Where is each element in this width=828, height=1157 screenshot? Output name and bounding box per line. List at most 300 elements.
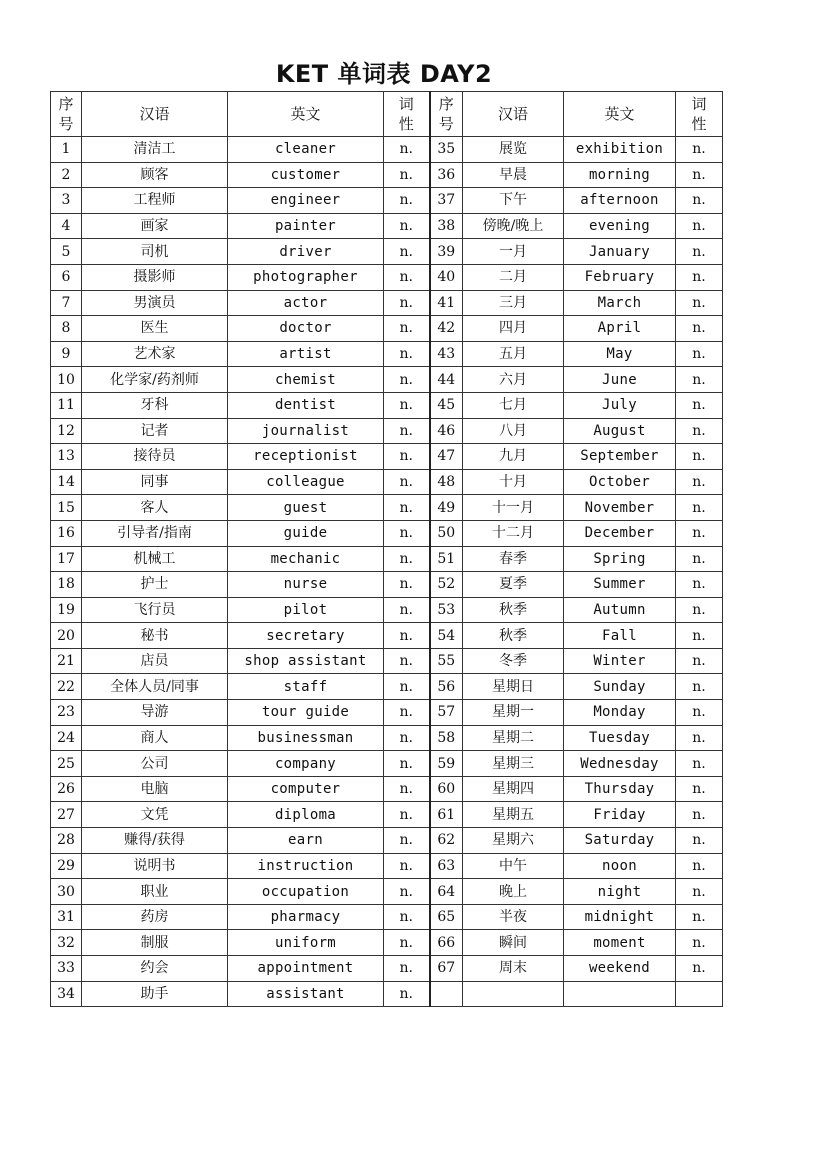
word-chinese: 二月 <box>463 264 564 290</box>
word-english: pharmacy <box>228 904 384 930</box>
word-chinese: 全体人员/同事 <box>82 674 228 700</box>
header-pos-right: 词 性 <box>676 92 723 137</box>
word-chinese: 摄影师 <box>82 264 228 290</box>
word-chinese <box>463 981 564 1007</box>
word-index: 5 <box>51 239 82 265</box>
word-english: Sunday <box>564 674 676 700</box>
word-english <box>564 981 676 1007</box>
word-pos: n. <box>384 597 430 623</box>
word-chinese: 五月 <box>463 341 564 367</box>
word-english: occupation <box>228 879 384 905</box>
word-index: 32 <box>51 930 82 956</box>
word-english: May <box>564 341 676 367</box>
word-chinese: 引导者/指南 <box>82 520 228 546</box>
word-english: cleaner <box>228 137 384 163</box>
word-index: 7 <box>51 290 82 316</box>
word-pos: n. <box>384 495 430 521</box>
word-pos: n. <box>676 776 723 802</box>
table-row <box>51 930 723 956</box>
table-row <box>51 674 723 700</box>
word-pos: n. <box>676 290 723 316</box>
word-index: 11 <box>51 392 82 418</box>
word-english: computer <box>228 776 384 802</box>
word-english: Monday <box>564 700 676 726</box>
word-pos: n. <box>676 213 723 239</box>
word-pos: n. <box>384 751 430 777</box>
word-index: 45 <box>430 392 463 418</box>
word-index: 67 <box>430 956 463 982</box>
word-english: uniform <box>228 930 384 956</box>
table-row <box>51 828 723 854</box>
word-english: doctor <box>228 316 384 342</box>
word-chinese: 九月 <box>463 444 564 470</box>
word-index: 60 <box>430 776 463 802</box>
word-index: 2 <box>51 162 82 188</box>
word-english: secretary <box>228 623 384 649</box>
word-english: mechanic <box>228 546 384 572</box>
word-index: 36 <box>430 162 463 188</box>
word-chinese: 公司 <box>82 751 228 777</box>
word-pos: n. <box>384 546 430 572</box>
word-pos: n. <box>384 623 430 649</box>
word-chinese: 店员 <box>82 648 228 674</box>
word-chinese: 药房 <box>82 904 228 930</box>
word-pos: n. <box>676 239 723 265</box>
word-chinese: 清洁工 <box>82 137 228 163</box>
word-english: September <box>564 444 676 470</box>
header-pos-left: 词 性 <box>384 92 430 137</box>
word-index: 57 <box>430 700 463 726</box>
word-chinese: 艺术家 <box>82 341 228 367</box>
word-index: 28 <box>51 828 82 854</box>
word-chinese: 说明书 <box>82 853 228 879</box>
word-index: 50 <box>430 520 463 546</box>
word-chinese: 瞬间 <box>463 930 564 956</box>
word-pos: n. <box>384 956 430 982</box>
word-chinese: 秋季 <box>463 597 564 623</box>
word-index: 44 <box>430 367 463 393</box>
word-chinese: 三月 <box>463 290 564 316</box>
word-pos: n. <box>384 316 430 342</box>
table-row <box>51 162 723 188</box>
table-row <box>51 751 723 777</box>
table-row <box>51 367 723 393</box>
word-english: nurse <box>228 572 384 598</box>
word-english: appointment <box>228 956 384 982</box>
table-row <box>51 290 723 316</box>
word-english: pilot <box>228 597 384 623</box>
word-index: 63 <box>430 853 463 879</box>
word-chinese: 冬季 <box>463 648 564 674</box>
word-pos: n. <box>384 264 430 290</box>
word-chinese: 文凭 <box>82 802 228 828</box>
word-english: company <box>228 751 384 777</box>
word-pos: n. <box>384 137 430 163</box>
word-index: 26 <box>51 776 82 802</box>
word-chinese: 星期四 <box>463 776 564 802</box>
word-pos: n. <box>676 546 723 572</box>
word-english: receptionist <box>228 444 384 470</box>
word-pos: n. <box>676 853 723 879</box>
word-index: 34 <box>51 981 82 1007</box>
word-index: 48 <box>430 469 463 495</box>
word-english: diploma <box>228 802 384 828</box>
word-pos: n. <box>676 802 723 828</box>
word-pos: n. <box>384 444 430 470</box>
word-index: 23 <box>51 700 82 726</box>
word-index: 55 <box>430 648 463 674</box>
table-row <box>51 341 723 367</box>
word-english: actor <box>228 290 384 316</box>
word-pos: n. <box>676 623 723 649</box>
word-pos: n. <box>676 137 723 163</box>
word-chinese: 展览 <box>463 137 564 163</box>
header-english-right: 英文 <box>564 92 676 137</box>
word-pos: n. <box>384 290 430 316</box>
word-english: earn <box>228 828 384 854</box>
word-index: 49 <box>430 495 463 521</box>
table-row <box>51 213 723 239</box>
word-pos: n. <box>676 264 723 290</box>
word-chinese: 司机 <box>82 239 228 265</box>
word-index: 9 <box>51 341 82 367</box>
word-index: 35 <box>430 137 463 163</box>
word-english: February <box>564 264 676 290</box>
word-pos: n. <box>676 597 723 623</box>
word-chinese: 半夜 <box>463 904 564 930</box>
word-english: midnight <box>564 904 676 930</box>
word-index: 62 <box>430 828 463 854</box>
word-pos: n. <box>676 674 723 700</box>
table-row <box>51 316 723 342</box>
word-index <box>430 981 463 1007</box>
word-index: 59 <box>430 751 463 777</box>
word-english: assistant <box>228 981 384 1007</box>
word-index: 58 <box>430 725 463 751</box>
table-row <box>51 725 723 751</box>
word-english: photographer <box>228 264 384 290</box>
word-pos: n. <box>676 700 723 726</box>
word-index: 43 <box>430 341 463 367</box>
word-chinese: 星期三 <box>463 751 564 777</box>
word-english: April <box>564 316 676 342</box>
word-english: morning <box>564 162 676 188</box>
word-english: July <box>564 392 676 418</box>
word-index: 53 <box>430 597 463 623</box>
word-chinese: 秋季 <box>463 623 564 649</box>
word-pos: n. <box>676 418 723 444</box>
table-row <box>51 572 723 598</box>
word-english: Wednesday <box>564 751 676 777</box>
word-index: 47 <box>430 444 463 470</box>
word-index: 38 <box>430 213 463 239</box>
word-english: Summer <box>564 572 676 598</box>
word-pos: n. <box>384 904 430 930</box>
word-pos: n. <box>676 495 723 521</box>
table-row <box>51 904 723 930</box>
word-index: 64 <box>430 879 463 905</box>
word-chinese: 十一月 <box>463 495 564 521</box>
word-pos: n. <box>676 828 723 854</box>
word-english: December <box>564 520 676 546</box>
header-chinese-left: 汉语 <box>82 92 228 137</box>
word-english: customer <box>228 162 384 188</box>
word-index: 61 <box>430 802 463 828</box>
table-row <box>51 495 723 521</box>
word-pos: n. <box>676 751 723 777</box>
word-pos: n. <box>384 700 430 726</box>
word-chinese: 护士 <box>82 572 228 598</box>
word-index: 18 <box>51 572 82 598</box>
word-chinese: 化学家/药剂师 <box>82 367 228 393</box>
word-chinese: 导游 <box>82 700 228 726</box>
word-index: 8 <box>51 316 82 342</box>
word-chinese: 接待员 <box>82 444 228 470</box>
word-pos: n. <box>384 213 430 239</box>
word-chinese: 中午 <box>463 853 564 879</box>
word-pos: n. <box>384 879 430 905</box>
word-english: March <box>564 290 676 316</box>
word-chinese: 机械工 <box>82 546 228 572</box>
word-chinese: 一月 <box>463 239 564 265</box>
word-chinese: 星期六 <box>463 828 564 854</box>
table-row <box>51 264 723 290</box>
word-pos: n. <box>676 725 723 751</box>
word-pos: n. <box>384 341 430 367</box>
word-pos: n. <box>384 981 430 1007</box>
word-index: 13 <box>51 444 82 470</box>
header-english-left: 英文 <box>228 92 384 137</box>
word-pos: n. <box>676 341 723 367</box>
word-index: 3 <box>51 188 82 214</box>
table-row <box>51 546 723 572</box>
word-english: Thursday <box>564 776 676 802</box>
word-chinese: 记者 <box>82 418 228 444</box>
word-index: 21 <box>51 648 82 674</box>
word-pos: n. <box>676 904 723 930</box>
word-chinese: 职业 <box>82 879 228 905</box>
word-index: 51 <box>430 546 463 572</box>
word-chinese: 星期一 <box>463 700 564 726</box>
word-index: 15 <box>51 495 82 521</box>
word-english: exhibition <box>564 137 676 163</box>
word-pos: n. <box>676 469 723 495</box>
word-chinese: 八月 <box>463 418 564 444</box>
word-chinese: 助手 <box>82 981 228 1007</box>
word-pos: n. <box>676 572 723 598</box>
table-row <box>51 597 723 623</box>
header-index-left: 序 号 <box>51 92 82 137</box>
word-pos: n. <box>384 776 430 802</box>
word-index: 16 <box>51 520 82 546</box>
word-pos: n. <box>676 648 723 674</box>
word-index: 4 <box>51 213 82 239</box>
word-pos: n. <box>384 520 430 546</box>
table-row <box>51 648 723 674</box>
table-row <box>51 444 723 470</box>
word-pos: n. <box>384 828 430 854</box>
word-index: 56 <box>430 674 463 700</box>
word-pos: n. <box>676 520 723 546</box>
word-pos: n. <box>384 469 430 495</box>
word-chinese: 客人 <box>82 495 228 521</box>
word-index: 42 <box>430 316 463 342</box>
table-row <box>51 392 723 418</box>
word-chinese: 工程师 <box>82 188 228 214</box>
word-index: 14 <box>51 469 82 495</box>
word-chinese: 六月 <box>463 367 564 393</box>
word-index: 46 <box>430 418 463 444</box>
word-english: Saturday <box>564 828 676 854</box>
word-english: Autumn <box>564 597 676 623</box>
word-index: 52 <box>430 572 463 598</box>
word-pos: n. <box>676 367 723 393</box>
word-chinese: 夏季 <box>463 572 564 598</box>
word-chinese: 电脑 <box>82 776 228 802</box>
word-chinese: 早晨 <box>463 162 564 188</box>
table-row <box>51 623 723 649</box>
word-pos: n. <box>384 674 430 700</box>
word-english: engineer <box>228 188 384 214</box>
table-row <box>51 418 723 444</box>
word-pos: n. <box>384 188 430 214</box>
word-english: August <box>564 418 676 444</box>
word-chinese: 制服 <box>82 930 228 956</box>
table-row <box>51 469 723 495</box>
word-pos: n. <box>384 367 430 393</box>
word-english: Fall <box>564 623 676 649</box>
word-pos: n. <box>384 648 430 674</box>
word-english: chemist <box>228 367 384 393</box>
word-index: 22 <box>51 674 82 700</box>
word-index: 33 <box>51 956 82 982</box>
word-chinese: 飞行员 <box>82 597 228 623</box>
word-pos: n. <box>384 930 430 956</box>
word-chinese: 晚上 <box>463 879 564 905</box>
word-index: 25 <box>51 751 82 777</box>
word-chinese: 星期二 <box>463 725 564 751</box>
word-index: 20 <box>51 623 82 649</box>
vocab-table-body <box>51 137 723 1007</box>
word-english: Spring <box>564 546 676 572</box>
word-pos: n. <box>384 418 430 444</box>
word-english: January <box>564 239 676 265</box>
word-index: 10 <box>51 367 82 393</box>
word-chinese: 顾客 <box>82 162 228 188</box>
word-chinese: 周末 <box>463 956 564 982</box>
word-chinese: 牙科 <box>82 392 228 418</box>
word-pos: n. <box>676 930 723 956</box>
word-chinese: 星期五 <box>463 802 564 828</box>
table-row <box>51 981 723 1007</box>
word-index: 30 <box>51 879 82 905</box>
word-english: October <box>564 469 676 495</box>
word-pos: n. <box>676 879 723 905</box>
table-row <box>51 802 723 828</box>
word-chinese: 十二月 <box>463 520 564 546</box>
word-english: businessman <box>228 725 384 751</box>
word-index: 12 <box>51 418 82 444</box>
word-pos: n. <box>384 572 430 598</box>
word-index: 31 <box>51 904 82 930</box>
table-row <box>51 776 723 802</box>
word-english: instruction <box>228 853 384 879</box>
word-chinese: 画家 <box>82 213 228 239</box>
word-index: 39 <box>430 239 463 265</box>
word-chinese: 下午 <box>463 188 564 214</box>
word-english: moment <box>564 930 676 956</box>
word-chinese: 春季 <box>463 546 564 572</box>
word-pos: n. <box>676 188 723 214</box>
word-english: driver <box>228 239 384 265</box>
table-row <box>51 853 723 879</box>
table-row <box>51 700 723 726</box>
word-index: 17 <box>51 546 82 572</box>
word-english: November <box>564 495 676 521</box>
page-title: KET 单词表 DAY2 <box>275 60 493 88</box>
word-chinese: 商人 <box>82 725 228 751</box>
word-english: guide <box>228 520 384 546</box>
word-english: June <box>564 367 676 393</box>
word-chinese: 傍晚/晚上 <box>463 213 564 239</box>
word-pos: n. <box>384 392 430 418</box>
word-english: weekend <box>564 956 676 982</box>
word-chinese: 同事 <box>82 469 228 495</box>
table-row <box>51 956 723 982</box>
header-index-right: 序 号 <box>430 92 463 137</box>
word-index: 66 <box>430 930 463 956</box>
word-english: night <box>564 879 676 905</box>
word-index: 1 <box>51 137 82 163</box>
word-pos: n. <box>384 725 430 751</box>
word-index: 6 <box>51 264 82 290</box>
word-english: evening <box>564 213 676 239</box>
table-row <box>51 188 723 214</box>
word-english: dentist <box>228 392 384 418</box>
word-english: shop assistant <box>228 648 384 674</box>
word-chinese: 男演员 <box>82 290 228 316</box>
word-pos: n. <box>676 444 723 470</box>
word-english: tour guide <box>228 700 384 726</box>
word-english: Tuesday <box>564 725 676 751</box>
table-row <box>51 137 723 163</box>
word-pos: n. <box>676 956 723 982</box>
word-pos: n. <box>676 316 723 342</box>
word-index: 41 <box>430 290 463 316</box>
word-index: 40 <box>430 264 463 290</box>
word-pos: n. <box>384 162 430 188</box>
word-english: painter <box>228 213 384 239</box>
word-index: 27 <box>51 802 82 828</box>
word-chinese: 赚得/获得 <box>82 828 228 854</box>
word-index: 19 <box>51 597 82 623</box>
word-index: 37 <box>430 188 463 214</box>
word-english: guest <box>228 495 384 521</box>
table-row <box>51 239 723 265</box>
word-english: journalist <box>228 418 384 444</box>
word-pos: n. <box>384 802 430 828</box>
word-chinese: 四月 <box>463 316 564 342</box>
word-pos: n. <box>676 162 723 188</box>
table-row <box>51 520 723 546</box>
word-pos <box>676 981 723 1007</box>
word-english: artist <box>228 341 384 367</box>
word-pos: n. <box>384 239 430 265</box>
word-chinese: 十月 <box>463 469 564 495</box>
vocab-table <box>50 91 723 1007</box>
header-chinese-right: 汉语 <box>463 92 564 137</box>
word-pos: n. <box>676 392 723 418</box>
